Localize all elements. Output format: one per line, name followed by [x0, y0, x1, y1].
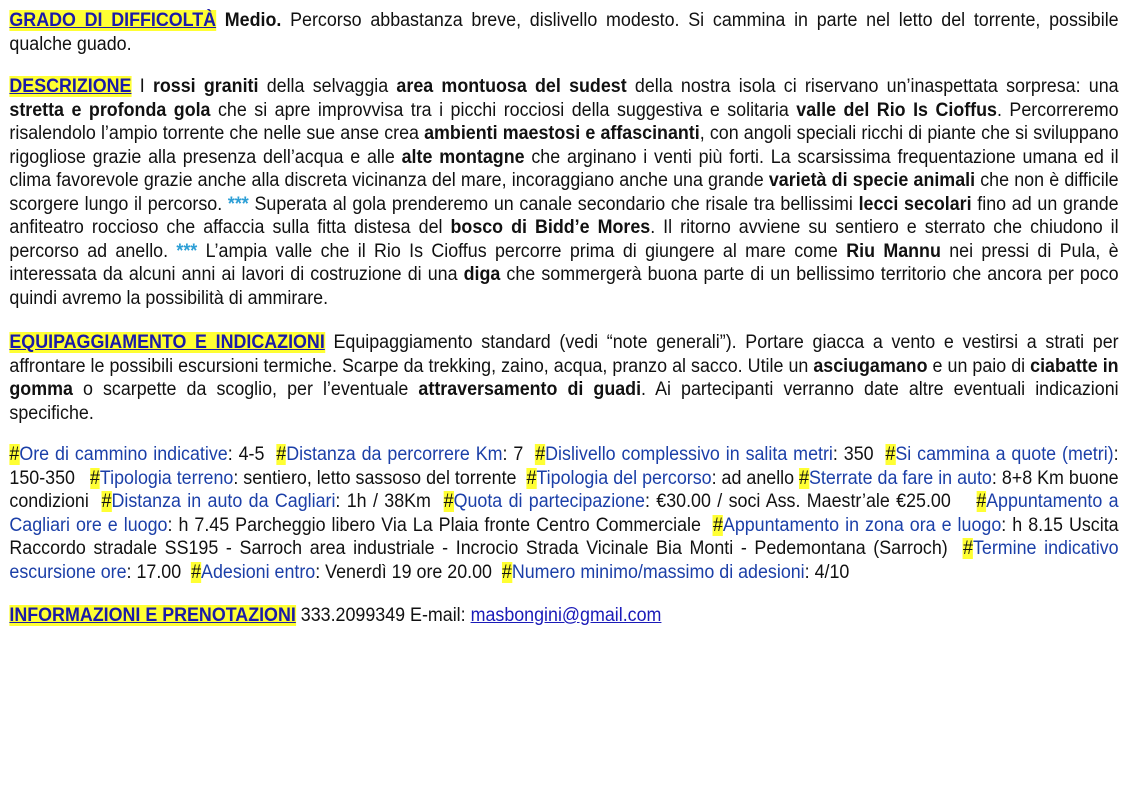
detail-label: Distanza da percorrere Km [286, 444, 503, 465]
detail-value: : h 7.45 Parcheggio libero Via La Plaia fronte Centro Commerciale [167, 514, 713, 536]
separator-stars: *** [176, 240, 198, 262]
hash-icon: # [443, 491, 454, 512]
detail-label: Quota di partecipazione [453, 491, 645, 512]
info-paragraph [9, 604, 1118, 628]
detail-value: : 1h / 38Km [335, 491, 444, 512]
difficulty-level: Medio. [224, 10, 282, 31]
detail-label: Sterrate da fare in auto [809, 467, 992, 489]
hash-icon: # [799, 467, 810, 489]
bold-phrase: Riu Mannu [846, 240, 941, 262]
detail-label: Tipologia del percorso [536, 467, 712, 489]
detail-label: Appuntamento in zona ora e luogo [722, 514, 1002, 536]
text-run: e un paio di [927, 355, 1031, 377]
hash-icon: # [89, 467, 100, 489]
bold-phrase: asciugamano [813, 355, 928, 377]
difficulty-paragraph [9, 9, 1118, 56]
difficulty-text: Percorso abbastanza breve, dislivello modesto. Si cammina in parte nel letto del torrente, possibile qualche guado. [9, 10, 1119, 55]
text-run: . Percorreremo risalendolo l’ampio torrente che nelle sue anse crea [9, 99, 1119, 144]
bold-phrase: alte montagne [401, 146, 525, 168]
detail-value: : 4/10 [804, 561, 850, 583]
text-run: , con angoli speciali ricchi di piante che si sviluppano rigogliose grazie alla presenza dell’acqua e alle [9, 123, 1119, 168]
text-run: . Ai partecipanti verranno date altre eventuali indicazioni specifiche. [9, 379, 1119, 424]
detail-label: Appuntamento a Cagliari ore e luogo [9, 491, 1119, 536]
bold-phrase: varietà di specie animali [768, 170, 976, 191]
bold-phrase: ambienti maestosi e affascinanti [424, 123, 700, 144]
equipment-heading: EQUIPAGGIAMENTO E INDICAZIONI [9, 332, 325, 353]
bold-phrase: stretta e profonda gola [9, 99, 211, 121]
hash-icon: # [191, 561, 202, 583]
detail-label: Distanza in auto da Cagliari [111, 491, 336, 512]
separator-stars: *** [227, 193, 249, 215]
detail-label: Termine indicativo escursione ore [9, 538, 1119, 583]
detail-value: : 4-5 [227, 444, 277, 465]
bold-phrase: lecci secolari [858, 193, 972, 215]
hash-icon: # [526, 467, 537, 489]
text-run: che arginano i venti più forti. La scarsissima frequentazione umana ed il clima favorevole grazie anche alla discreta vicinanza del mare, incoraggiano anche una grande [9, 146, 1119, 191]
hash-icon: # [885, 444, 896, 465]
text-run: L’ampia valle che il Rio Is Cioffus percorre prima di giungere al mare come [197, 240, 847, 262]
text-run: che sommergerà buona parte di un bellissimo territorio che ancora per poco quindi avremo la possibilità di ammirare. [9, 264, 1119, 309]
description-paragraph [9, 75, 1118, 310]
hash-icon: # [535, 444, 546, 465]
difficulty-heading: GRADO DI DIFFICOLTÀ [9, 10, 217, 31]
hash-icon: # [9, 444, 20, 465]
text-run: della selvaggia [258, 76, 397, 97]
detail-value: : Venerdì 19 ore 20.00 [315, 561, 502, 583]
detail-value: : 8+8 Km buone condizioni [9, 467, 1124, 512]
bold-phrase: attraversamento di guadi [418, 379, 642, 400]
detail-label: Dislivello complessivo in salita metri [545, 444, 833, 465]
text-run: I [131, 76, 153, 97]
bold-phrase: valle del Rio Is Cioffus [796, 99, 997, 121]
text-run: della nostra isola ci riservano un’inaspettata sorpresa: una [626, 76, 1119, 97]
detail-value: : €30.00 / soci Ass. Maestr’ale €25.00 [644, 491, 977, 512]
detail-label: Si cammina a quote (metri) [895, 444, 1114, 465]
hash-icon: # [963, 538, 973, 559]
bold-phrase: rossi graniti [152, 76, 259, 97]
text-run: nei pressi di Pula, è interessata da alcuni anni ai lavori di costruzione di una [9, 240, 1119, 285]
detail-label: Numero minimo/massimo di adesioni [511, 561, 805, 583]
detail-value: : 7 [502, 444, 536, 465]
detail-label: Tipologia terreno [99, 467, 234, 489]
detail-value: : 350 [832, 444, 886, 465]
text-run: fino ad un grande anfiteatro roccioso che affaccia sulla fitta distesa del [9, 193, 1119, 238]
detail-value: : sentiero, letto sassoso del torrente [233, 467, 527, 489]
description-body [9, 76, 1118, 309]
text-run: . Il ritorno avviene su sentiero e sterrato che chiudono il percorso ad anello. [9, 217, 1119, 262]
description-heading: DESCRIZIONE [9, 76, 132, 97]
bold-phrase: bosco di Bidd’e Mores [450, 217, 651, 238]
text-run: che si apre improvvisa tra i picchi rocciosi della suggestiva e solitaria [210, 99, 797, 121]
hash-icon: # [276, 444, 287, 465]
detail-value: : h 8.15 Uscita Raccordo stradale SS195 - Sarroch area industriale - Incrocio Strada Vicinale Bia Monti - Pedemontana (Sarroch) [9, 514, 1124, 559]
detail-label: Adesioni entro [201, 561, 316, 583]
hash-icon: # [712, 514, 723, 536]
hash-icon: # [101, 491, 112, 512]
text-run: Superata al gola prenderemo un canale secondario che risale tra bellissimi [248, 193, 859, 215]
email-link[interactable]: masbongini@gmail.com [470, 605, 662, 626]
detail-label: Ore di cammino indicative [19, 444, 228, 465]
hash-icon: # [501, 561, 512, 583]
detail-value: : 17.00 [126, 561, 192, 583]
phone-text: 333.2099349 E-mail: [295, 605, 471, 626]
text-run: che non è difficile scorgere lungo il percorso. [9, 170, 1119, 215]
equipment-paragraph [9, 331, 1118, 425]
details-paragraph [9, 443, 1129, 584]
bold-phrase: ciabatte in gomma [9, 355, 1119, 400]
detail-value: : ad anello [711, 467, 800, 489]
text-run: Equipaggiamento standard (vedi “note generali”). Portare giacca a vento e vestirsi a strati per affrontare le possibili escursioni termiche. Scarpe da trekking, zaino, acqua, pranzo al sacco. Utile un [9, 332, 1119, 377]
detail-value: : 150-350 [9, 444, 1129, 489]
bold-phrase: area montuosa del sudest [396, 76, 627, 97]
text-run: o scarpette da scoglio, per l’eventuale [72, 379, 419, 400]
info-heading: INFORMAZIONI E PRENOTAZIONI [9, 605, 296, 626]
bold-phrase: diga [463, 264, 501, 285]
hash-icon: # [976, 491, 987, 512]
